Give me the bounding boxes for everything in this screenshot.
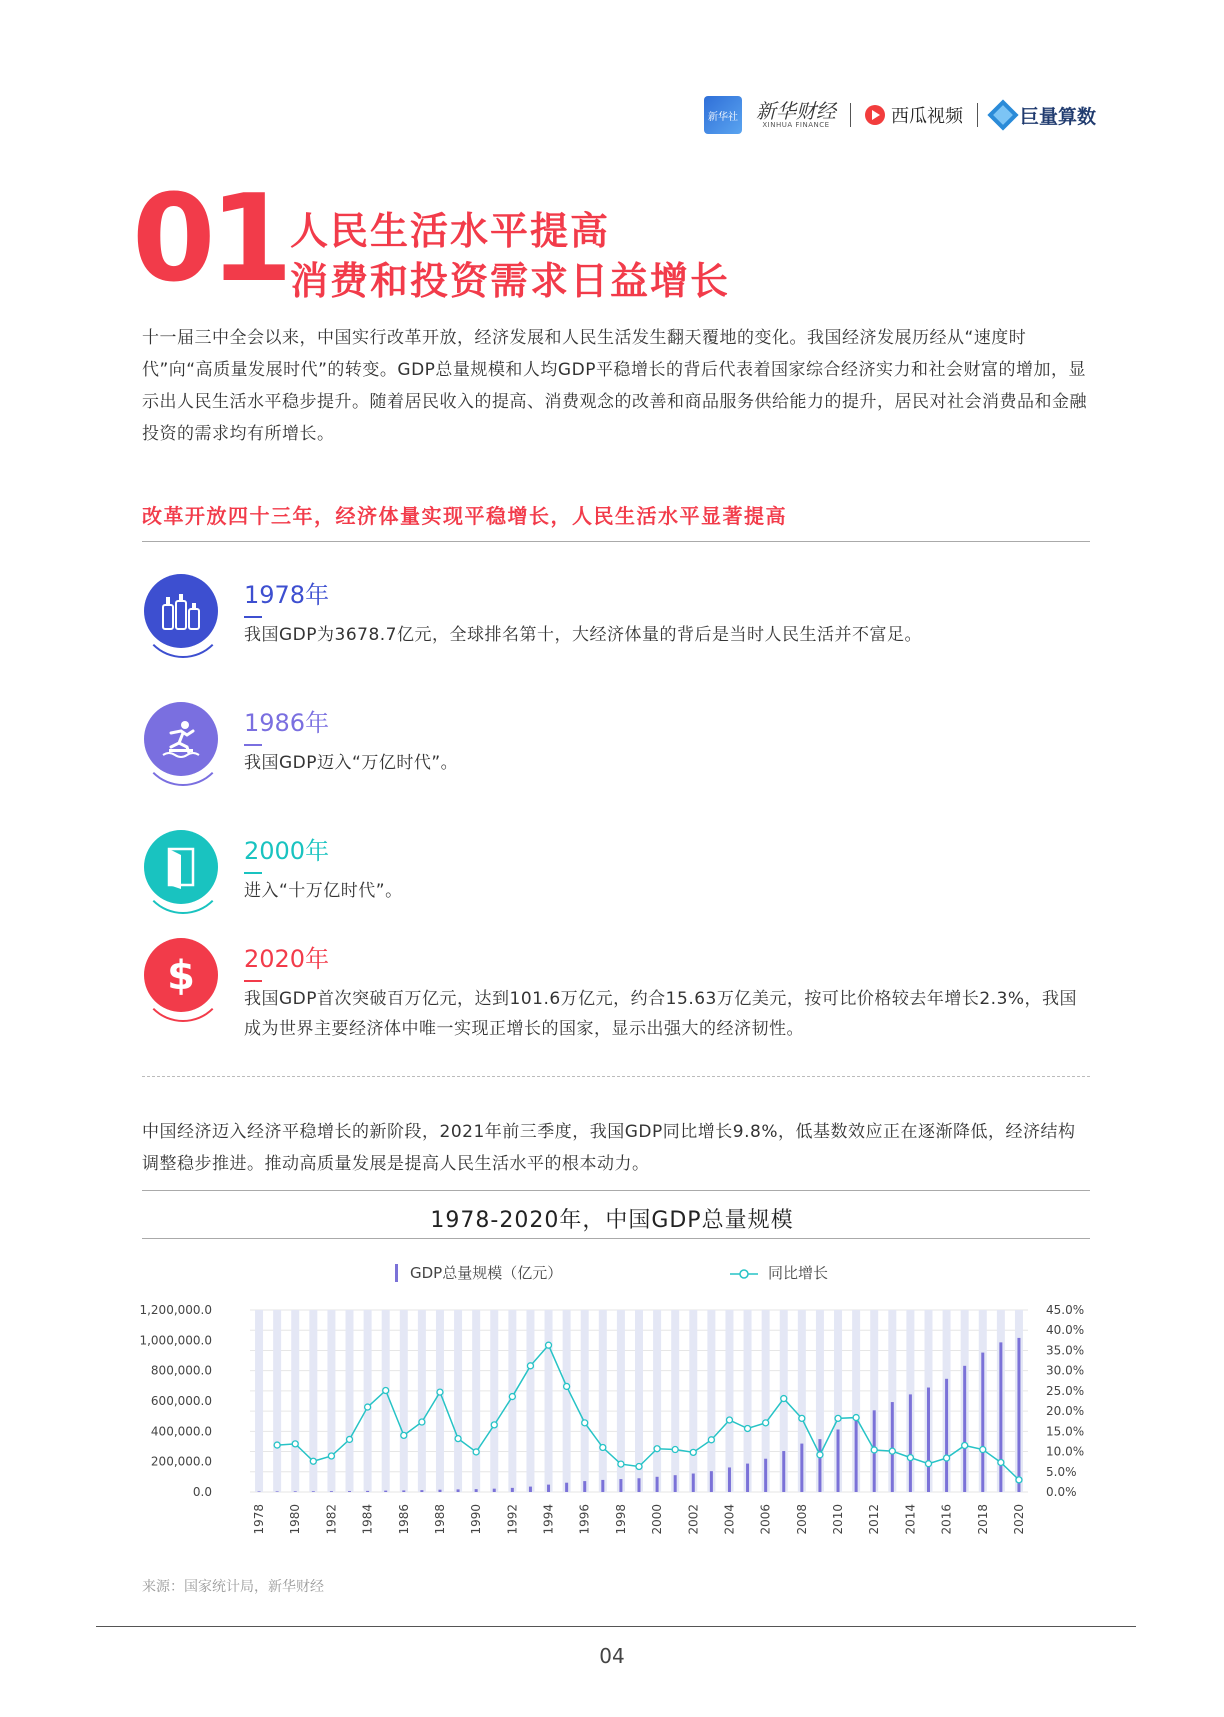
- chart-top-rule: [142, 1190, 1090, 1191]
- growth-point: [871, 1447, 877, 1453]
- x-tick-label: 1986: [396, 1504, 411, 1535]
- bar-background: [599, 1310, 607, 1492]
- y-left-tick-label: 1,000,000.0: [139, 1333, 212, 1348]
- x-tick-label: 2000: [650, 1504, 665, 1535]
- growth-point: [690, 1449, 696, 1455]
- subheading: 改革开放四十三年，经济体量实现平稳增长，人民生活水平显著提高: [142, 504, 787, 528]
- legend-line-marker: [740, 1270, 748, 1278]
- x-tick-label: 1978: [252, 1504, 267, 1535]
- bar-background: [526, 1310, 534, 1492]
- timeline-dash: [244, 744, 262, 746]
- closing-paragraph: 中国经济迈入经济平稳增长的新阶段，2021年前三季度，我国GDP同比增长9.8%，低基数效应正在逐渐降低，经济结构调整稳步推进。推动高质量发展是提高人民生活水平的根本动力。: [142, 1122, 1076, 1174]
- y-right-tick-label: 15.0%: [1046, 1424, 1085, 1439]
- bar-background: [545, 1310, 553, 1492]
- growth-point: [365, 1404, 371, 1410]
- growth-point: [889, 1448, 895, 1454]
- timeline-text-2000: 进入“十万亿时代”。: [244, 881, 403, 901]
- growth-point: [383, 1387, 389, 1393]
- y-right-tick-label: 10.0%: [1046, 1444, 1085, 1459]
- growth-point: [564, 1383, 570, 1389]
- timeline-dash: [244, 616, 262, 618]
- y-left-tick-label: 1,200,000.0: [139, 1303, 212, 1317]
- growth-point: [726, 1417, 732, 1423]
- bar-background: [689, 1310, 697, 1492]
- y-right-tick-label: 45.0%: [1046, 1303, 1085, 1317]
- gdp-bar: [782, 1451, 785, 1492]
- gdp-bar: [583, 1481, 586, 1492]
- gdp-bar: [565, 1483, 568, 1492]
- xinhua-finance-en: XINHUA FINANCE: [762, 120, 830, 129]
- growth-point: [980, 1447, 986, 1453]
- timeline-text-1978: 我国GDP为3678.7亿元，全球排名第十，大经济体量的背后是当时人民生活并不富足。: [244, 625, 922, 645]
- gdp-bar: [493, 1489, 496, 1492]
- growth-point: [907, 1455, 913, 1461]
- x-tick-label: 1990: [469, 1504, 484, 1535]
- gdp-bar: [348, 1491, 351, 1492]
- y-right-tick-label: 0.0%: [1046, 1485, 1077, 1499]
- bar-background: [346, 1310, 354, 1492]
- gdp-bar: [638, 1478, 641, 1492]
- juliang-logo: [992, 102, 1096, 129]
- x-tick-label: 1996: [577, 1504, 592, 1535]
- gdp-bar: [312, 1491, 315, 1492]
- y-left-tick-label: 200,000.0: [150, 1454, 212, 1469]
- gdp-bar: [674, 1475, 677, 1492]
- growth-point: [328, 1453, 334, 1459]
- growth-point: [437, 1389, 443, 1395]
- xigua-logo: [865, 102, 963, 128]
- bar-background: [454, 1310, 462, 1492]
- juliang-label: 巨量算数: [1019, 105, 1096, 128]
- bar-background: [400, 1310, 408, 1492]
- xigua-label: 西瓜视频: [890, 106, 963, 127]
- x-tick-label: 1988: [432, 1504, 447, 1535]
- logo-divider: [977, 103, 978, 127]
- xinhua-finance-cn: 新华财经: [755, 98, 836, 123]
- page-number: 04: [599, 1644, 625, 1668]
- y-left-tick-label: 600,000.0: [150, 1394, 212, 1408]
- baby-bottles-icon: [144, 574, 218, 648]
- gdp-chart: [0, 1250, 1224, 1570]
- y-left-tick-label: 0.0: [192, 1485, 212, 1499]
- y-right-tick-label: 40.0%: [1046, 1323, 1085, 1338]
- x-tick-label: 1998: [613, 1504, 628, 1535]
- gdp-bar: [746, 1464, 749, 1492]
- timeline-year-1978: 1978年: [244, 581, 330, 609]
- growth-point: [708, 1437, 714, 1443]
- growth-point: [781, 1396, 787, 1402]
- legend-line-label: 同比增长: [768, 1264, 829, 1282]
- gdp-bar: [981, 1353, 984, 1492]
- juliang-diamond-icon: [987, 99, 1018, 130]
- gdp-bar: [837, 1429, 840, 1492]
- bar-background: [563, 1310, 571, 1492]
- y-right-tick-label: 25.0%: [1046, 1383, 1085, 1398]
- gdp-bar: [276, 1491, 279, 1492]
- section-number: 01: [132, 170, 287, 309]
- x-tick-label: 2020: [1011, 1504, 1026, 1535]
- gdp-bar: [475, 1489, 478, 1492]
- gdp-bar: [547, 1485, 550, 1492]
- growth-point: [310, 1458, 316, 1464]
- growth-point: [509, 1394, 515, 1400]
- growth-point: [672, 1447, 678, 1453]
- gdp-bar: [855, 1418, 858, 1492]
- growth-point: [944, 1455, 950, 1461]
- gdp-bar: [457, 1489, 460, 1492]
- timeline-dash: [244, 872, 262, 874]
- gdp-bar: [800, 1444, 803, 1492]
- runner-icon: [144, 702, 218, 776]
- y-right-tick-label: 30.0%: [1046, 1363, 1085, 1378]
- gdp-bar: [258, 1491, 261, 1492]
- growth-point: [998, 1459, 1004, 1465]
- gdp-bar: [945, 1379, 948, 1492]
- growth-point: [817, 1452, 823, 1458]
- bar-background: [725, 1310, 733, 1492]
- gdp-bar: [294, 1491, 297, 1492]
- x-tick-label: 2014: [903, 1504, 918, 1535]
- legend-bar-label: GDP总量规模（亿元）: [410, 1264, 563, 1282]
- gdp-bar: [692, 1474, 695, 1492]
- growth-point: [419, 1419, 425, 1425]
- growth-point: [600, 1445, 606, 1451]
- section-title-line1: 人民生活水平提高: [290, 209, 611, 253]
- x-tick-label: 1994: [541, 1504, 556, 1535]
- chart-title: 1978-2020年，中国GDP总量规模: [430, 1208, 794, 1233]
- subheading-rule: [142, 541, 1090, 542]
- xigua-play-icon: [865, 105, 885, 125]
- x-tick-label: 1980: [288, 1504, 303, 1535]
- x-tick-label: 1982: [324, 1504, 339, 1535]
- gdp-bar: [999, 1342, 1002, 1492]
- x-tick-label: 1984: [360, 1504, 375, 1535]
- y-right-tick-label: 20.0%: [1046, 1404, 1085, 1419]
- growth-point: [654, 1446, 660, 1452]
- bar-background: [472, 1310, 480, 1492]
- bar-background: [671, 1310, 679, 1492]
- xinhua-logo-icon: 新华社: [704, 96, 742, 134]
- gdp-bar: [710, 1471, 713, 1492]
- svg-text:$: $: [167, 953, 195, 999]
- bar-background: [707, 1310, 715, 1492]
- growth-point: [274, 1442, 280, 1448]
- bar-background: [653, 1310, 661, 1492]
- bar-background: [581, 1310, 589, 1492]
- intro-paragraph: 十一届三中全会以来，中国实行改革开放，经济发展和人民生活发生翻天覆地的变化。我国经济发展历经从“速度时代”向“高质量发展时代”的转变。GDP总量规模和人均GDP平稳增长的背后代表着国家综合经济实力和社会财富的增加，显示出人民生活水平稳步提升。随着居民收入的提高、消费观念的改善和商品服务供给能力的提升，居民对社会消费品和金融投资的需求均有所增长。: [142, 328, 1087, 444]
- bar-background: [418, 1310, 426, 1492]
- x-tick-label: 2008: [794, 1504, 809, 1535]
- gdp-bar: [438, 1490, 441, 1492]
- gdp-bar: [420, 1490, 423, 1492]
- gdp-bar: [529, 1487, 532, 1492]
- gdp-bar: [728, 1467, 731, 1492]
- gdp-bar: [619, 1479, 622, 1492]
- bar-background: [364, 1310, 372, 1492]
- logo-divider: [850, 103, 851, 127]
- growth-point: [292, 1441, 298, 1447]
- gdp-bar: [601, 1480, 604, 1492]
- timeline-dash: [244, 980, 262, 982]
- section-title-line2: 消费和投资需求日益增长: [290, 259, 731, 303]
- growth-point: [491, 1422, 497, 1428]
- gdp-bar: [384, 1491, 387, 1492]
- growth-point: [473, 1449, 479, 1455]
- xinhua-finance-logo: [755, 98, 836, 129]
- y-right-tick-label: 35.0%: [1046, 1343, 1085, 1358]
- growth-point: [962, 1442, 968, 1448]
- growth-point: [745, 1426, 751, 1432]
- bar-background: [327, 1310, 335, 1492]
- growth-point: [618, 1461, 624, 1467]
- footer-rule: [96, 1626, 1136, 1627]
- x-tick-label: 2010: [831, 1504, 846, 1535]
- gdp-bar: [1017, 1338, 1020, 1492]
- growth-point: [582, 1420, 588, 1426]
- timeline-year-2020: 2020年: [244, 945, 330, 973]
- growth-point: [636, 1464, 642, 1470]
- gdp-bar: [511, 1488, 514, 1492]
- growth-point: [853, 1415, 859, 1421]
- growth-point: [347, 1436, 353, 1442]
- x-tick-label: 2002: [686, 1504, 701, 1535]
- gdp-bar: [366, 1491, 369, 1492]
- x-tick-label: 1992: [505, 1504, 520, 1535]
- y-left-tick-label: 400,000.0: [150, 1424, 212, 1439]
- gdp-bar: [656, 1477, 659, 1492]
- growth-point: [546, 1342, 552, 1348]
- timeline-text-2020: 我国GDP首次突破百万亿元，达到101.6万亿元，约合15.63万亿美元，按可比价格较去年增长2.3%，我国成为世界主要经济体中唯一实现正增长的国家，显示出强大的经济韧性。: [244, 989, 1078, 1039]
- legend-bar-swatch: [395, 1264, 398, 1282]
- gdp-bar: [764, 1459, 767, 1492]
- bar-background: [255, 1310, 263, 1492]
- gdp-bar: [330, 1491, 333, 1492]
- timeline-year-1986: 1986年: [244, 709, 330, 737]
- timeline-text-1986: 我国GDP迈入“万亿时代”。: [244, 753, 459, 773]
- x-tick-label: 2016: [939, 1504, 954, 1535]
- dollar-icon: [144, 938, 218, 1012]
- bar-background: [490, 1310, 498, 1492]
- open-door-icon: [144, 830, 218, 904]
- growth-point: [527, 1363, 533, 1369]
- x-tick-label: 2018: [975, 1504, 990, 1535]
- header-logos: [704, 96, 1096, 134]
- growth-point: [455, 1436, 461, 1442]
- growth-point: [835, 1415, 841, 1421]
- bar-background: [291, 1310, 299, 1492]
- bar-background: [382, 1310, 390, 1492]
- timeline-year-2000: 2000年: [244, 837, 330, 865]
- chart-title-rule: [142, 1238, 1090, 1239]
- source-note: 来源：国家统计局，新华财经: [142, 1579, 324, 1595]
- x-tick-label: 2004: [722, 1504, 737, 1535]
- y-left-tick-label: 800,000.0: [150, 1363, 212, 1378]
- growth-point: [1016, 1477, 1022, 1483]
- growth-point: [799, 1415, 805, 1421]
- growth-point: [763, 1420, 769, 1426]
- gdp-bar: [927, 1388, 930, 1492]
- y-right-tick-label: 5.0%: [1046, 1464, 1077, 1479]
- dashed-divider: [142, 1076, 1090, 1077]
- x-tick-label: 2012: [867, 1504, 882, 1535]
- growth-point: [925, 1461, 931, 1467]
- gdp-bar: [963, 1366, 966, 1492]
- bar-background: [273, 1310, 281, 1492]
- growth-point: [401, 1432, 407, 1438]
- gdp-bar: [891, 1402, 894, 1492]
- gdp-bar: [402, 1490, 405, 1492]
- chart-legend: [395, 1264, 828, 1282]
- gdp-bar: [909, 1394, 912, 1492]
- x-tick-label: 2006: [758, 1504, 773, 1535]
- gdp-bar: [818, 1439, 821, 1492]
